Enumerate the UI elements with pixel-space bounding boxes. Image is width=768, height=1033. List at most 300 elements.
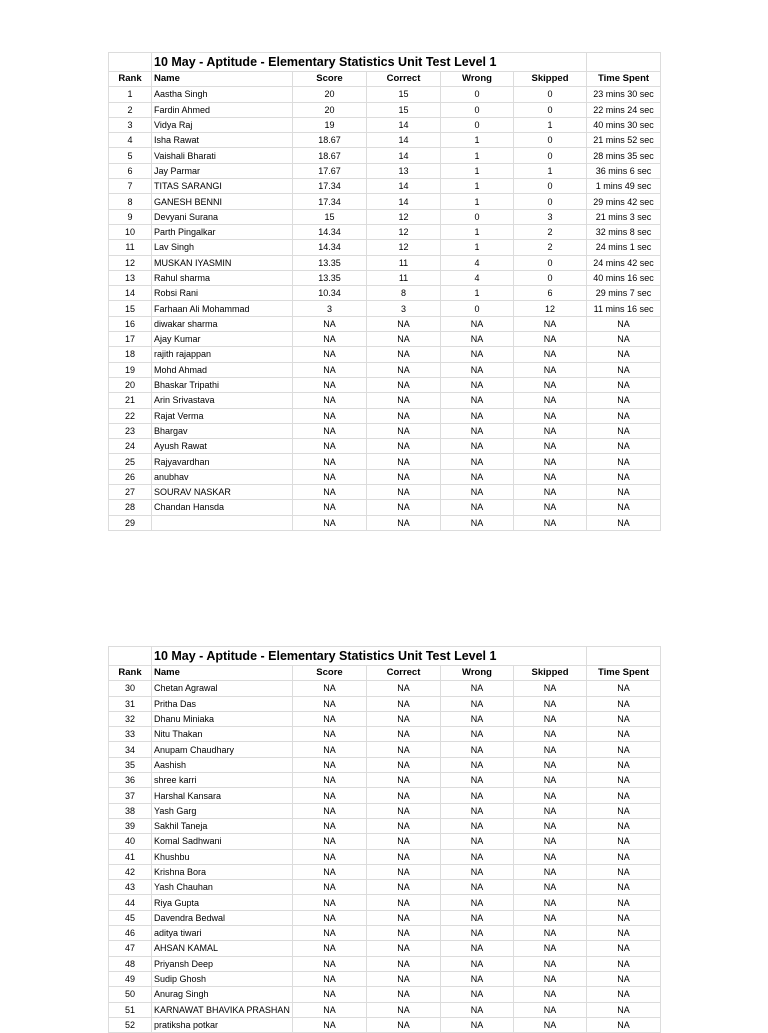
table-row <box>109 163 661 178</box>
sheet-title: 10 May - Aptitude - Elementary Statistics Unit Test Level 1 <box>152 647 587 666</box>
cell-rank: 28 <box>109 500 152 515</box>
cell-wrong: NA <box>441 864 514 879</box>
cell-correct: 3 <box>367 301 441 316</box>
cell-skipped: NA <box>514 347 587 362</box>
cell-skipped: NA <box>514 910 587 925</box>
cell-time-spent: NA <box>587 1017 661 1032</box>
cell-score: NA <box>293 469 367 484</box>
cell-name: Harshal Kansara <box>152 788 293 803</box>
cell-score: NA <box>293 1017 367 1032</box>
cell-wrong: NA <box>441 971 514 986</box>
cell-name: Yash Chauhan <box>152 880 293 895</box>
cell-skipped: NA <box>514 956 587 971</box>
cell-correct: 15 <box>367 87 441 102</box>
cell-wrong: NA <box>441 803 514 818</box>
cell-correct: 14 <box>367 194 441 209</box>
cell-score: NA <box>293 849 367 864</box>
cell-time-spent: NA <box>587 757 661 772</box>
cell-score: NA <box>293 362 367 377</box>
cell-wrong: NA <box>441 316 514 331</box>
table-row <box>109 803 661 818</box>
cell-wrong: NA <box>441 439 514 454</box>
table-row <box>109 117 661 132</box>
cell-time-spent: NA <box>587 773 661 788</box>
cell-correct: NA <box>367 408 441 423</box>
cell-correct: 14 <box>367 133 441 148</box>
table-row <box>109 454 661 469</box>
cell-time-spent: NA <box>587 423 661 438</box>
results-table-body <box>109 53 661 531</box>
title-row <box>109 53 661 72</box>
cell-time-spent: NA <box>587 864 661 879</box>
cell-skipped: 0 <box>514 179 587 194</box>
table-row <box>109 742 661 757</box>
cell-rank: 17 <box>109 332 152 347</box>
cell-wrong: NA <box>441 926 514 941</box>
cell-rank: 23 <box>109 423 152 438</box>
header-time-spent: Time Spent <box>587 666 661 681</box>
cell-correct: NA <box>367 727 441 742</box>
cell-score: 15 <box>293 209 367 224</box>
cell-rank: 9 <box>109 209 152 224</box>
cell-time-spent: 29 mins 7 sec <box>587 286 661 301</box>
cell-time-spent: NA <box>587 956 661 971</box>
cell-correct: 8 <box>367 286 441 301</box>
cell-skipped: NA <box>514 469 587 484</box>
cell-rank: 49 <box>109 971 152 986</box>
table-row <box>109 849 661 864</box>
results-table-body <box>109 647 661 1033</box>
cell-wrong: 1 <box>441 133 514 148</box>
cell-name: Pritha Das <box>152 696 293 711</box>
cell-wrong: NA <box>441 956 514 971</box>
cell-score: NA <box>293 742 367 757</box>
cell-time-spent: NA <box>587 971 661 986</box>
cell-skipped: NA <box>514 423 587 438</box>
cell-wrong: NA <box>441 1017 514 1032</box>
cell-time-spent: NA <box>587 408 661 423</box>
cell-time-spent: 32 mins 8 sec <box>587 224 661 239</box>
cell-correct: NA <box>367 910 441 925</box>
header-skipped: Skipped <box>514 666 587 681</box>
cell-time-spent: NA <box>587 681 661 696</box>
cell-wrong: NA <box>441 880 514 895</box>
cell-correct: NA <box>367 696 441 711</box>
cell-skipped: 3 <box>514 209 587 224</box>
cell-name: Chandan Hansda <box>152 500 293 515</box>
cell-skipped: 0 <box>514 255 587 270</box>
cell-correct: NA <box>367 941 441 956</box>
cell-time-spent: 21 mins 3 sec <box>587 209 661 224</box>
cell-score: NA <box>293 332 367 347</box>
cell-correct: 14 <box>367 179 441 194</box>
cell-name: Jay Parmar <box>152 163 293 178</box>
table-row <box>109 270 661 285</box>
cell-skipped: 2 <box>514 240 587 255</box>
cell-correct: NA <box>367 834 441 849</box>
cell-wrong: NA <box>441 696 514 711</box>
cell-correct: NA <box>367 469 441 484</box>
cell-rank: 38 <box>109 803 152 818</box>
cell-score: 17.34 <box>293 179 367 194</box>
cell-name: Davendra Bedwal <box>152 910 293 925</box>
cell-rank: 29 <box>109 515 152 530</box>
cell-time-spent: 1 mins 49 sec <box>587 179 661 194</box>
cell-correct: NA <box>367 439 441 454</box>
cell-correct: 11 <box>367 255 441 270</box>
cell-rank: 2 <box>109 102 152 117</box>
cell-score: 20 <box>293 87 367 102</box>
cell-name: Devyani Surana <box>152 209 293 224</box>
table-row <box>109 773 661 788</box>
cell-name: SOURAV NASKAR <box>152 485 293 500</box>
cell-time-spent: NA <box>587 803 661 818</box>
cell-time-spent: NA <box>587 454 661 469</box>
cell-name: AHSAN KAMAL <box>152 941 293 956</box>
cell-rank: 37 <box>109 788 152 803</box>
cell-rank: 14 <box>109 286 152 301</box>
cell-time-spent: 36 mins 6 sec <box>587 163 661 178</box>
cell-time-spent: NA <box>587 727 661 742</box>
table-row <box>109 757 661 772</box>
cell-correct: NA <box>367 742 441 757</box>
cell-time-spent: NA <box>587 880 661 895</box>
cell-time-spent: NA <box>587 347 661 362</box>
table-row <box>109 864 661 879</box>
cell-rank: 18 <box>109 347 152 362</box>
cell-rank: 22 <box>109 408 152 423</box>
cell-wrong: 1 <box>441 240 514 255</box>
cell-skipped: NA <box>514 849 587 864</box>
cell-skipped: NA <box>514 362 587 377</box>
cell-skipped: 6 <box>514 286 587 301</box>
table-row <box>109 727 661 742</box>
table-row <box>109 500 661 515</box>
header-time-spent: Time Spent <box>587 72 661 87</box>
cell-score: 17.67 <box>293 163 367 178</box>
cell-score: NA <box>293 727 367 742</box>
cell-score: 3 <box>293 301 367 316</box>
cell-time-spent: NA <box>587 362 661 377</box>
header-name: Name <box>152 72 293 87</box>
cell-correct: 14 <box>367 148 441 163</box>
cell-wrong: 1 <box>441 286 514 301</box>
cell-wrong: 4 <box>441 255 514 270</box>
table-row <box>109 485 661 500</box>
cell-rank: 1 <box>109 87 152 102</box>
table-row <box>109 133 661 148</box>
cell-wrong: 0 <box>441 209 514 224</box>
cell-wrong: 1 <box>441 148 514 163</box>
cell-time-spent: NA <box>587 500 661 515</box>
cell-wrong: NA <box>441 757 514 772</box>
cell-wrong: 0 <box>441 301 514 316</box>
cell-skipped: NA <box>514 1017 587 1032</box>
cell-time-spent: 29 mins 42 sec <box>587 194 661 209</box>
header-name: Name <box>152 666 293 681</box>
results-table <box>108 52 661 531</box>
cell-skipped: NA <box>514 926 587 941</box>
cell-name: Sakhil Taneja <box>152 818 293 833</box>
cell-rank: 16 <box>109 316 152 331</box>
cell-score: NA <box>293 926 367 941</box>
cell-time-spent: 40 mins 30 sec <box>587 117 661 132</box>
cell-correct: NA <box>367 864 441 879</box>
cell-name: TITAS SARANGI <box>152 179 293 194</box>
cell-time-spent: NA <box>587 393 661 408</box>
cell-wrong: NA <box>441 987 514 1002</box>
cell-skipped: NA <box>514 316 587 331</box>
table-row <box>109 255 661 270</box>
cell-score: NA <box>293 971 367 986</box>
cell-rank: 48 <box>109 956 152 971</box>
cell-name: Farhaan Ali Mohammad <box>152 301 293 316</box>
cell-time-spent: NA <box>587 742 661 757</box>
cell-wrong: NA <box>441 362 514 377</box>
cell-skipped: NA <box>514 742 587 757</box>
cell-time-spent: NA <box>587 895 661 910</box>
cell-score: NA <box>293 316 367 331</box>
cell-name: rajith rajappan <box>152 347 293 362</box>
cell-rank: 5 <box>109 148 152 163</box>
cell-wrong: NA <box>441 941 514 956</box>
cell-name: Arin Srivastava <box>152 393 293 408</box>
cell-time-spent: 22 mins 24 sec <box>587 102 661 117</box>
cell-score: NA <box>293 423 367 438</box>
header-rank: Rank <box>109 72 152 87</box>
cell-name: Rajat Verma <box>152 408 293 423</box>
cell-skipped: 0 <box>514 102 587 117</box>
cell-skipped: NA <box>514 696 587 711</box>
header-wrong: Wrong <box>441 72 514 87</box>
cell-score: NA <box>293 485 367 500</box>
cell-score: NA <box>293 408 367 423</box>
cell-time-spent: 28 mins 35 sec <box>587 148 661 163</box>
cell-time-spent: NA <box>587 439 661 454</box>
cell-correct: NA <box>367 362 441 377</box>
cell-score: NA <box>293 864 367 879</box>
cell-rank: 42 <box>109 864 152 879</box>
cell-score: 18.67 <box>293 148 367 163</box>
cell-rank: 41 <box>109 849 152 864</box>
table-row <box>109 347 661 362</box>
cell-name: Rajyavardhan <box>152 454 293 469</box>
cell-wrong: 1 <box>441 163 514 178</box>
cell-wrong: NA <box>441 711 514 726</box>
cell-name: Vidya Raj <box>152 117 293 132</box>
cell-skipped: 2 <box>514 224 587 239</box>
header-wrong: Wrong <box>441 666 514 681</box>
title-spacer <box>109 647 152 666</box>
cell-skipped: NA <box>514 515 587 530</box>
header-score: Score <box>293 72 367 87</box>
cell-score: 14.34 <box>293 224 367 239</box>
table-row <box>109 910 661 925</box>
cell-name: Isha Rawat <box>152 133 293 148</box>
cell-rank: 39 <box>109 818 152 833</box>
cell-skipped: NA <box>514 454 587 469</box>
cell-wrong: NA <box>441 500 514 515</box>
cell-correct: NA <box>367 757 441 772</box>
header-correct: Correct <box>367 666 441 681</box>
cell-wrong: NA <box>441 727 514 742</box>
table-row <box>109 408 661 423</box>
cell-score: NA <box>293 757 367 772</box>
cell-score: 14.34 <box>293 240 367 255</box>
cell-time-spent: NA <box>587 910 661 925</box>
cell-rank: 26 <box>109 469 152 484</box>
cell-name: shree karri <box>152 773 293 788</box>
cell-name: Parth Pingalkar <box>152 224 293 239</box>
cell-rank: 12 <box>109 255 152 270</box>
cell-name: Mohd Ahmad <box>152 362 293 377</box>
cell-wrong: NA <box>441 515 514 530</box>
cell-skipped: NA <box>514 681 587 696</box>
cell-rank: 50 <box>109 987 152 1002</box>
cell-score: 18.67 <box>293 133 367 148</box>
cell-wrong: 1 <box>441 194 514 209</box>
cell-time-spent: 21 mins 52 sec <box>587 133 661 148</box>
cell-rank: 8 <box>109 194 152 209</box>
table-row <box>109 148 661 163</box>
cell-rank: 3 <box>109 117 152 132</box>
table-row <box>109 895 661 910</box>
cell-rank: 51 <box>109 1002 152 1017</box>
cell-rank: 25 <box>109 454 152 469</box>
cell-rank: 13 <box>109 270 152 285</box>
cell-skipped: 0 <box>514 270 587 285</box>
cell-rank: 33 <box>109 727 152 742</box>
table-row <box>109 286 661 301</box>
cell-correct: NA <box>367 1002 441 1017</box>
cell-skipped: NA <box>514 1002 587 1017</box>
title-row <box>109 647 661 666</box>
cell-time-spent: 40 mins 16 sec <box>587 270 661 285</box>
cell-score: 20 <box>293 102 367 117</box>
table-row <box>109 880 661 895</box>
cell-wrong: NA <box>441 1002 514 1017</box>
table-row <box>109 834 661 849</box>
table-row <box>109 87 661 102</box>
cell-name: Aastha Singh <box>152 87 293 102</box>
results-sheet-2 <box>108 646 660 1033</box>
cell-correct: 13 <box>367 163 441 178</box>
table-row <box>109 788 661 803</box>
cell-correct: NA <box>367 681 441 696</box>
cell-score: NA <box>293 377 367 392</box>
cell-name: Ayush Rawat <box>152 439 293 454</box>
cell-correct: NA <box>367 987 441 1002</box>
table-row <box>109 224 661 239</box>
cell-score: NA <box>293 910 367 925</box>
cell-rank: 7 <box>109 179 152 194</box>
cell-score: 19 <box>293 117 367 132</box>
cell-score: NA <box>293 347 367 362</box>
cell-wrong: NA <box>441 469 514 484</box>
cell-wrong: 0 <box>441 117 514 132</box>
cell-score: 13.35 <box>293 255 367 270</box>
cell-score: NA <box>293 956 367 971</box>
cell-score: NA <box>293 895 367 910</box>
cell-rank: 40 <box>109 834 152 849</box>
table-row <box>109 711 661 726</box>
cell-name: Bhargav <box>152 423 293 438</box>
cell-correct: NA <box>367 515 441 530</box>
cell-skipped: NA <box>514 757 587 772</box>
title-spacer <box>109 53 152 72</box>
cell-rank: 32 <box>109 711 152 726</box>
cell-rank: 19 <box>109 362 152 377</box>
cell-wrong: NA <box>441 332 514 347</box>
cell-name: Nitu Thakan <box>152 727 293 742</box>
cell-wrong: NA <box>441 834 514 849</box>
cell-rank: 47 <box>109 941 152 956</box>
cell-time-spent: 24 mins 42 sec <box>587 255 661 270</box>
cell-name: Yash Garg <box>152 803 293 818</box>
cell-name: Dhanu Miniaka <box>152 711 293 726</box>
table-row <box>109 179 661 194</box>
cell-skipped: NA <box>514 393 587 408</box>
cell-wrong: NA <box>441 773 514 788</box>
cell-skipped: NA <box>514 864 587 879</box>
cell-rank: 4 <box>109 133 152 148</box>
cell-skipped: NA <box>514 485 587 500</box>
table-row <box>109 332 661 347</box>
cell-wrong: 4 <box>441 270 514 285</box>
cell-skipped: NA <box>514 377 587 392</box>
cell-name <box>152 515 293 530</box>
cell-skipped: 12 <box>514 301 587 316</box>
cell-name: Robsi Rani <box>152 286 293 301</box>
cell-skipped: NA <box>514 332 587 347</box>
cell-skipped: NA <box>514 500 587 515</box>
cell-skipped: 1 <box>514 163 587 178</box>
table-row <box>109 362 661 377</box>
cell-correct: NA <box>367 971 441 986</box>
cell-score: NA <box>293 773 367 788</box>
cell-time-spent: NA <box>587 696 661 711</box>
header-rank: Rank <box>109 666 152 681</box>
cell-rank: 45 <box>109 910 152 925</box>
cell-name: KARNAWAT BHAVIKA PRASHAN <box>152 1002 293 1017</box>
cell-score: NA <box>293 941 367 956</box>
cell-rank: 20 <box>109 377 152 392</box>
table-row <box>109 515 661 530</box>
cell-correct: NA <box>367 377 441 392</box>
cell-time-spent: NA <box>587 987 661 1002</box>
header-row <box>109 666 661 681</box>
cell-time-spent: 24 mins 1 sec <box>587 240 661 255</box>
cell-correct: NA <box>367 485 441 500</box>
cell-score: NA <box>293 788 367 803</box>
table-row <box>109 941 661 956</box>
cell-time-spent: NA <box>587 485 661 500</box>
cell-wrong: NA <box>441 377 514 392</box>
cell-score: NA <box>293 818 367 833</box>
cell-name: diwakar sharma <box>152 316 293 331</box>
cell-correct: NA <box>367 423 441 438</box>
cell-score: NA <box>293 500 367 515</box>
cell-skipped: NA <box>514 773 587 788</box>
cell-correct: 11 <box>367 270 441 285</box>
cell-time-spent: NA <box>587 849 661 864</box>
cell-wrong: NA <box>441 681 514 696</box>
cell-correct: NA <box>367 956 441 971</box>
cell-skipped: NA <box>514 880 587 895</box>
cell-correct: NA <box>367 332 441 347</box>
cell-name: Riya Gupta <box>152 895 293 910</box>
header-row <box>109 72 661 87</box>
